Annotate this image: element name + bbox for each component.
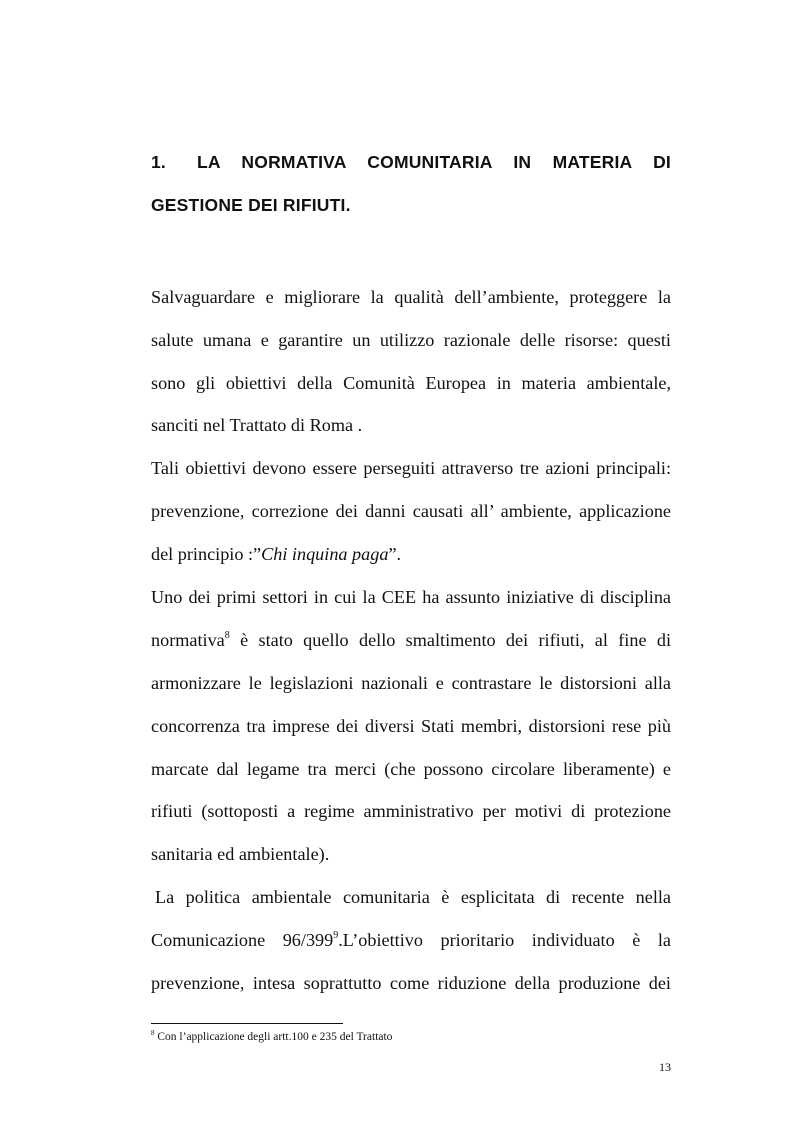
body-line: Salvaguardare e migliorare la qualità dell’ambiente, proteggere la xyxy=(151,287,671,307)
body-line: prevenzione, intesa soprattutto come riduzione della produzione dei xyxy=(151,973,671,993)
footnote-ref: 8 xyxy=(224,630,230,641)
body-line: sanciti nel Trattato di Roma . xyxy=(151,415,363,435)
body-line: armonizzare le legislazioni nazionali e contrastare le distorsioni alla xyxy=(151,673,671,693)
body-line: marcate dal legame tra merci (che possono circolare liberamente) e xyxy=(151,759,671,779)
chapter-heading xyxy=(151,152,671,173)
body-line: La politica ambientale comunitaria è esplicitata di recente nella xyxy=(155,887,671,907)
text-fragment: normativa xyxy=(151,630,225,650)
body-line: concorrenza tra imprese dei diversi Stati membri, distorsioni rese più xyxy=(151,716,671,736)
footnote-ref: 9 xyxy=(333,930,339,941)
text-fragment: è stato quello dello smaltimento dei rifiuti, al fine di xyxy=(240,630,672,650)
footnote-mark: 8 xyxy=(151,1029,155,1037)
body-line xyxy=(151,929,671,951)
footnote-text: Con l’applicazione degli artt.100 e 235 del Trattato xyxy=(154,1031,393,1043)
page-number: 13 xyxy=(659,1060,671,1074)
footnote xyxy=(151,1031,392,1043)
body-line xyxy=(151,629,671,651)
body-line: sono gli obiettivi della Comunità Europea in materia ambientale, xyxy=(151,373,671,393)
chapter-title-line2: GESTIONE DEI RIFIUTI. xyxy=(151,195,351,215)
footnote-divider xyxy=(151,1023,343,1024)
text-fragment: del principio :” xyxy=(151,544,262,564)
body-line: Tali obiettivi devono essere perseguiti attraverso tre azioni principali: xyxy=(151,458,671,478)
body-line xyxy=(151,543,671,565)
text-fragment: Comunicazione 96/399 xyxy=(151,930,334,950)
chapter-number: 1. xyxy=(151,152,166,172)
body-line: salute umana e garantire un utilizzo razionale delle risorse: questi xyxy=(151,330,671,350)
body-line: sanitaria ed ambientale). xyxy=(151,844,330,864)
body-line: prevenzione, correzione dei danni causati all’ ambiente, applicazione xyxy=(151,501,671,521)
text-fragment: .L’obiettivo prioritario individuato è la xyxy=(338,930,671,950)
text-fragment: ”. xyxy=(388,544,402,564)
italic-quote: Chi inquina paga xyxy=(261,544,389,564)
body-line: rifiuti (sottoposti a regime amministrativo per motivi di protezione xyxy=(151,801,671,821)
body-line: Uno dei primi settori in cui la CEE ha assunto iniziative di disciplina xyxy=(151,587,671,607)
chapter-title-line1: LA NORMATIVA COMUNITARIA IN MATERIA DI xyxy=(197,152,671,172)
